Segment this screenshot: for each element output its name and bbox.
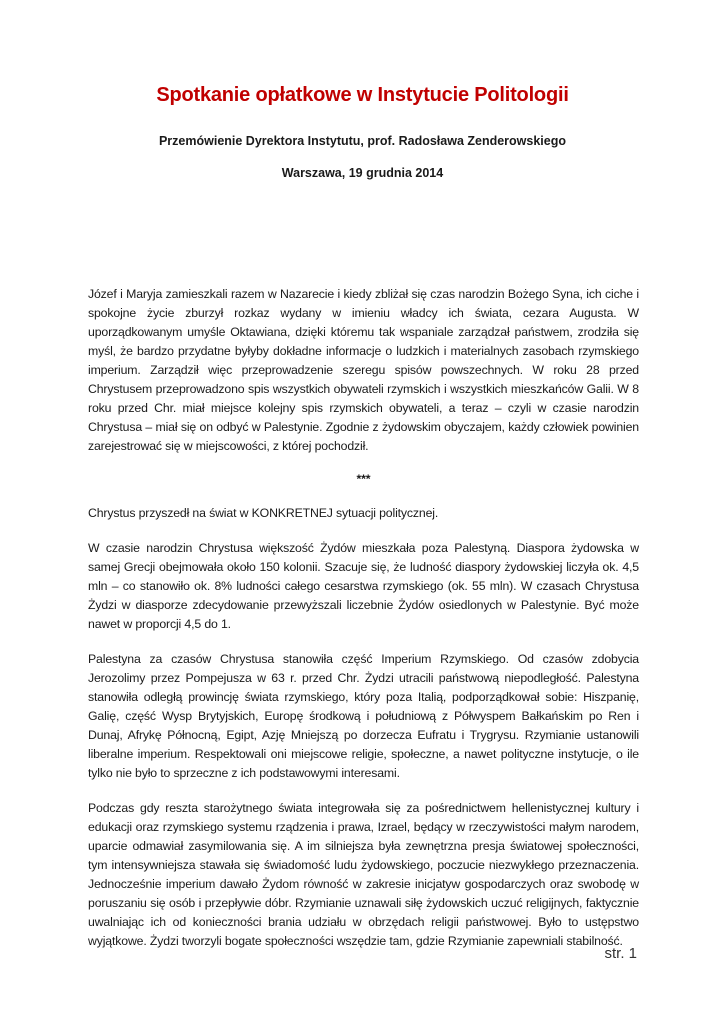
document-subtitle: Przemówienie Dyrektora Instytutu, prof. Radosława Zenderowskiego	[158, 134, 567, 148]
paragraph: Józef i Maryja zamieszkali razem w Nazarecie i kiedy zbliżał się czas narodzin Bożego Syna, ich ciche i spokojne życie zburzył rozkaz wydany w imieniu władcy ich świata, cezara Augusta. W uporządkowanym umyśle Oktawiana, dzięki któremu tak wspaniale zarządzał państwem, zrodziła się myśl, że bardzo przydatne byłyby dokładne informacje o ludzkich i materialnych zasobach rzymskiego imperium. Zarządził więc przeprowadzenie szeregu spisów powszechnych. W roku 28 przed Chrystusem przeprowadzono spis wszystkich obywateli rzymskich i wszystkich mieszkańców Galii. W 8 roku przed Chr. miał miejsce kolejny spis rzymskich obywateli, a teraz – czyli w czasie narodzin Chrystusa – miał się on odbyć w Palestynie. Zgodnie z żydowskim obyczajem, każdy człowiek powinien zarejestrować się w miejscowości, z której pochodził.	[88, 287, 639, 453]
paragraph: W czasie narodzin Chrystusa większość Żydów mieszkała poza Palestyną. Diaspora żydowska w samej Grecji obejmowała około 150 kolonii. Szacuje się, że ludność diaspory żydowskiej liczyła ok. 4,5 mln – co stanowiło ok. 8% ludności całego cesarstwa rzymskiego (ok. 55 mln). W czasach Chrystusa Żydzi w diasporze zdecydowanie przewyższali liczebnie Żydów osiedlonych w Palestynie. Być może nawet w proporcji 4,5 do 1.	[88, 541, 639, 631]
paragraph: Chrystus przyszedł na świat w KONKRETNEJ sytuacji politycznej.	[88, 506, 439, 520]
paragraph: Palestyna za czasów Chrystusa stanowiła część Imperium Rzymskiego. Od czasów zdobycia Jerozolimy przez Pompejusza w 63 r. przed Chr. Żydzi utracili państwową niepodległość. Palestyna stanowiła odległą prowincję świata rzymskiego, który poza Italią, podporządkował sobie: Hiszpanię, Galię, część Wysp Brytyjskich, Europę środkową i południową z Półwyspem Bałkańskim po Ren i Dunaj, Afrykę Północną, Egipt, Azję Mniejszą po dorzecza Eufratu i Trygrysu. Rzymianie ustanowili liberalne imperium. Respektowali oni miejscowe religie, społeczne, a nawet polityczne instytucje, o ile tylko nie było to sprzeczne z ich podstawowymi interesami.	[88, 652, 639, 780]
document-dateline: Warszawa, 19 grudnia 2014	[281, 166, 444, 180]
page-number: str. 1	[604, 945, 637, 962]
section-separator: ***	[356, 472, 371, 486]
paragraph: Podczas gdy reszta starożytnego świata integrowała się za pośrednictwem hellenistycznej kultury i edukacji oraz rzymskiego systemu rządzenia i prawa, Izrael, będący w rzeczywistości małym narodem, uparcie odmawiał zasymilowania się. A im silniejsza była zewnętrzna presja światowej społeczności, tym intensywniejsza stawała się świadomość ludu żydowskiego, poczucie niezwykłego przeznaczenia. Jednocześnie imperium dawało Żydom równość w zakresie inicjatyw gospodarczych oraz swobodę w poruszaniu się osób i przepływie dóbr. Rzymianie uznawali siłę żydowskich uczuć religijnych, faktycznie uwalniając ich od konieczności brania udziału w obrzędach religii państwowej. Było to ustępstwo wyjątkowe. Żydzi tworzyli bogate społeczności wszędzie tam, gdzie Rzymianie zapewniali stabilność.	[88, 801, 639, 948]
document-body	[88, 285, 639, 951]
document-title: Spotkanie opłatkowe w Instytucie Politologii	[156, 84, 569, 106]
